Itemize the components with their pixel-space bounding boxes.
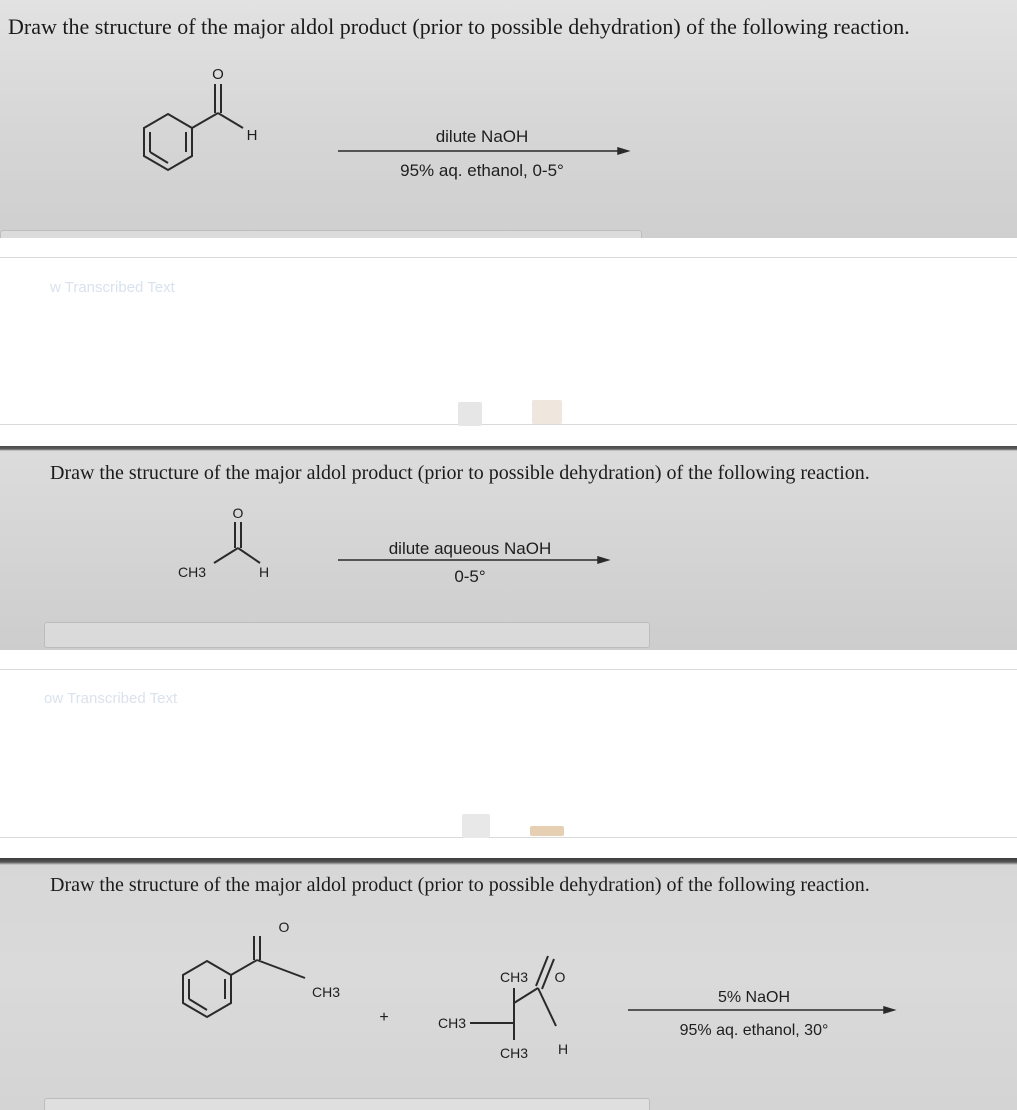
question-1-photo: [0, 0, 1017, 238]
reagent-above-arrow: dilute aqueous NaOH: [388, 539, 552, 558]
methyl-label: CH3: [311, 984, 341, 1000]
background-smudge: [532, 400, 562, 424]
methyl-left-label: CH3: [437, 1015, 467, 1031]
background-smudge: [458, 402, 482, 426]
faded-transcribed-text-label: ow Transcribed Text: [44, 690, 178, 707]
question-1-prompt: Draw the structure of the major aldol product (prior to possible dehydration) of the following reaction.: [8, 14, 910, 39]
acetaldehyde-structure: [214, 522, 260, 563]
reagent-below-arrow: 95% aq. ethanol, 0-5°: [400, 161, 564, 180]
question-2-prompt: Draw the structure of the major aldol product (prior to possible dehydration) of the following reaction.: [50, 462, 870, 484]
aldehyde-hydrogen-label: H: [557, 1041, 569, 1057]
aldehyde-hydrogen-label: H: [258, 564, 270, 580]
answer-box[interactable]: [44, 622, 650, 648]
carbonyl-oxygen-label: O: [554, 969, 566, 985]
methyl-bottom-label: CH3: [499, 1045, 529, 1061]
carbonyl-oxygen-label: O: [232, 505, 244, 521]
background-smudge: [530, 826, 564, 836]
divider: [0, 257, 1017, 258]
reagent-above-arrow: dilute NaOH: [435, 127, 529, 146]
divider: [0, 837, 1017, 838]
question-2-reaction-scheme: [0, 446, 1017, 650]
question-3-reaction-scheme: [0, 858, 1017, 1110]
question-1-reaction-scheme: [0, 0, 1017, 238]
reagent-above-arrow: 5% NaOH: [717, 989, 791, 1006]
reagent-below-arrow: 95% aq. ethanol, 30°: [679, 1022, 829, 1039]
carbonyl-oxygen-label: O: [212, 66, 224, 83]
question-3-photo: [0, 858, 1017, 1110]
carbonyl-oxygen-label: O: [278, 919, 290, 935]
background-smudge: [462, 814, 490, 838]
methyl-top-label: CH3: [499, 969, 529, 985]
answer-box[interactable]: [44, 1098, 650, 1110]
answer-box[interactable]: [0, 230, 642, 238]
question-2-photo: [0, 446, 1017, 650]
faded-transcribed-text-label: w Transcribed Text: [50, 279, 175, 296]
aldehyde-hydrogen-label: H: [246, 127, 258, 144]
acetophenone-structure: [183, 936, 305, 1017]
divider: [0, 424, 1017, 425]
plus-sign: +: [379, 1009, 389, 1026]
reaction-arrow: [338, 148, 628, 154]
reagent-below-arrow: 0-5°: [454, 567, 486, 586]
reaction-arrow: [628, 1007, 894, 1013]
question-3-prompt: Draw the structure of the major aldol product (prior to possible dehydration) of the following reaction.: [50, 874, 870, 896]
divider: [0, 669, 1017, 670]
methyl-label: CH3: [177, 564, 207, 580]
benzaldehyde-structure: [144, 84, 243, 170]
